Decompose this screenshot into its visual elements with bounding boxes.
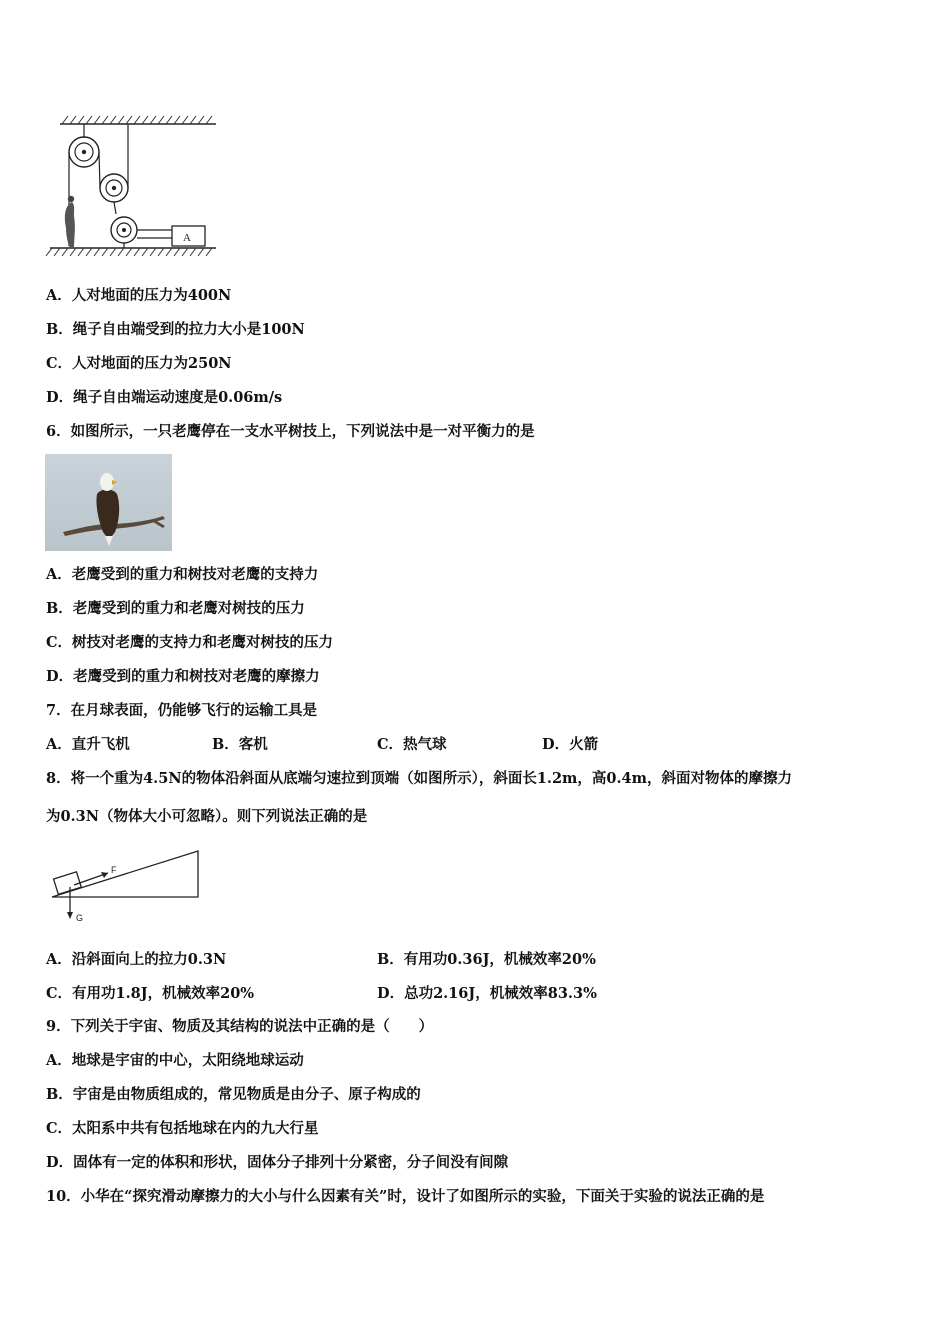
q7-option-d: D．火箭 <box>542 736 599 753</box>
q9-option-a: A．地球是宇宙的中心，太阳绕地球运动 <box>46 1052 304 1069</box>
q9-option-b: B．宇宙是由物质组成的，常见物质是由分子、原子构成的 <box>46 1086 421 1103</box>
incline-figure <box>44 845 204 927</box>
q6-option-c: C．树技对老鹰的支持力和老鹰对树技的压力 <box>46 634 334 651</box>
q9-stem: 9．下列关于宇宙、物质及其结构的说法中正确的是（ ） <box>46 1018 434 1035</box>
q8-stem-line2: 为0.3N（物体大小可忽略）。则下列说法正确的是 <box>46 808 368 825</box>
q8-option-c: C．有用功1.8J，机械效率20% <box>46 985 255 1002</box>
q6-stem: 6．如图所示，一只老鹰停在一支水平树技上，下列说法中是一对平衡力的是 <box>46 423 535 440</box>
q10-stem: 10．小华在“探究滑动摩擦力的大小与什么因素有关”时，设计了如图所示的实验，下面关于实验的说法正确的是 <box>46 1188 765 1205</box>
q6-option-b: B．老鹰受到的重力和老鹰对树技的压力 <box>46 600 305 617</box>
q6-option-a: A．老鹰受到的重力和树技对老鹰的支持力 <box>46 566 319 583</box>
q8-options-row-2 <box>46 984 666 1004</box>
pulley-system-figure <box>44 110 224 262</box>
q7-option-c: C．热气球 <box>377 736 447 753</box>
q7-option-a: A．直升飞机 <box>46 736 130 753</box>
q7-stem: 7．在月球表面，仍能够飞行的运输工具是 <box>46 702 318 719</box>
q5-option-d: D．绳子自由端运动速度是0.06m/s <box>46 389 283 406</box>
force-f-label: F <box>111 865 117 875</box>
q8-option-a: A．沿斜面向上的拉力0.3N <box>46 951 227 968</box>
q8-option-d: D．总功2.16J，机械效率83.3% <box>377 985 597 1002</box>
q8-stem-line1: 8．将一个重为4.5N的物体沿斜面从底端匀速拉到顶端（如图所示），斜面长1.2m，高0.4m，斜面对物体的摩擦力 <box>46 770 792 787</box>
gravity-g-label: G <box>76 913 84 923</box>
q9-option-c: C．太阳系中共有包括地球在内的九大行星 <box>46 1120 319 1137</box>
eagle-photo <box>45 454 172 551</box>
q9-option-d: D．固体有一定的体积和形状，固体分子排列十分紧密，分子间没有间隙 <box>46 1154 509 1171</box>
q7-option-b: B．客机 <box>212 736 268 753</box>
q5-option-b: B．绳子自由端受到的拉力大小是100N <box>46 321 305 338</box>
q6-option-d: D．老鹰受到的重力和树技对老鹰的摩擦力 <box>46 668 320 685</box>
q5-option-c: C．人对地面的压力为250N <box>46 355 232 372</box>
q5-option-a: A．人对地面的压力为400N <box>46 287 232 304</box>
block-a-label: A <box>183 232 191 244</box>
q8-option-b: B．有用功0.36J，机械效率20% <box>377 951 596 968</box>
q8-options-row-1 <box>46 950 666 970</box>
q7-options-row <box>46 735 646 755</box>
